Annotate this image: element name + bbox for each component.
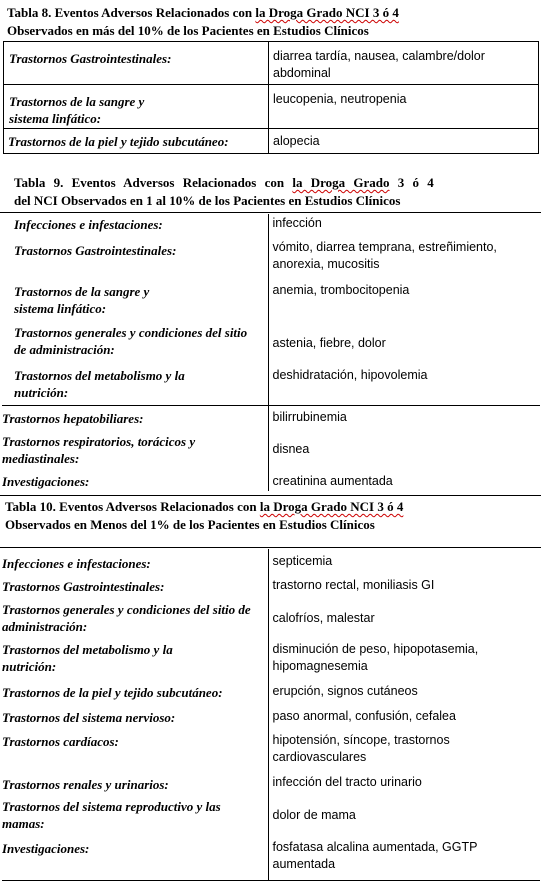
table9-events: infección xyxy=(268,214,540,235)
table-row xyxy=(4,85,539,129)
table-row xyxy=(4,42,539,85)
table10-category: Trastornos del metabolismo y la nutrición: xyxy=(2,642,173,674)
table9-category: Trastornos generales y condiciones del sitio de administración: xyxy=(14,325,248,357)
table9-events: anemia, trombocitopenia xyxy=(268,278,540,322)
table10-category: Infecciones e infestaciones: xyxy=(2,556,151,571)
table-row xyxy=(2,235,540,278)
table9-category: Investigaciones: xyxy=(2,474,90,489)
table-row xyxy=(2,836,540,880)
table-row xyxy=(2,794,540,836)
table-row xyxy=(2,598,540,638)
table8-caption-line1: Tabla 8. Eventos Adversos Relacionados con la Droga Grado NCI 3 ó 4 xyxy=(7,5,399,20)
table8-category: Trastornos Gastrointestinales: xyxy=(4,42,269,85)
table10-top-rule xyxy=(0,547,541,548)
table10-events: trastorno rectal, moniliasis GI xyxy=(268,573,540,598)
table8-events: alopecia xyxy=(269,129,539,154)
table-row xyxy=(2,680,540,705)
table10-events: septicemia xyxy=(268,549,540,573)
table-row xyxy=(2,638,540,680)
table9-top-rule xyxy=(0,212,541,213)
table9-events: vómito, diarrea temprana, estreñimiento, anorexia, mucositis xyxy=(268,235,540,278)
table9-bottom-rule xyxy=(0,495,541,496)
table-row xyxy=(2,469,540,491)
table-row xyxy=(2,705,540,730)
table10-events: infección del tracto urinario xyxy=(268,772,540,794)
table10-events: paso anormal, confusión, cefalea xyxy=(268,705,540,730)
table10-category: Trastornos de la piel y tejido subcutáneo: xyxy=(2,685,223,700)
table-row xyxy=(2,573,540,598)
table-row xyxy=(2,214,540,235)
table-row xyxy=(2,405,540,430)
table-row xyxy=(2,322,540,365)
table8 xyxy=(3,41,539,154)
table10-category: Trastornos generales y condiciones del sitio de administración: xyxy=(2,602,251,634)
table9-caption-line1: Tabla 9. Eventos Adversos Relacionados con la Droga Grado 3 ó 4 xyxy=(14,175,434,190)
table-row xyxy=(2,549,540,573)
table9-category: Trastornos de la sangre y sistema linfático: xyxy=(14,284,150,316)
table8-category: Trastornos de la sangre y sistema linfático: xyxy=(4,85,269,129)
table10-events: disminución de peso, hipopotasemia, hipomagnesemia xyxy=(268,638,540,680)
table8-category: Trastornos de la piel y tejido subcutáneo: xyxy=(4,129,269,154)
table9-events: bilirrubinemia xyxy=(268,405,540,430)
table10-events: dolor de mama xyxy=(268,794,540,836)
table-row xyxy=(2,365,540,405)
table9-events: deshidratación, hipovolemia xyxy=(268,365,540,405)
table-row xyxy=(2,430,540,469)
table10-category: Trastornos Gastrointestinales: xyxy=(2,579,165,594)
table10-category: Trastornos cardíacos: xyxy=(2,734,119,749)
table9-caption-line2: del NCI Observados en 1 al 10% de los Pacientes en Estudios Clínicos xyxy=(14,193,401,208)
table10-category: Trastornos del sistema nervioso: xyxy=(2,710,176,725)
table-row xyxy=(2,772,540,794)
table8-caption-line2: Observados en más del 10% de los Pacientes en Estudios Clínicos xyxy=(7,23,369,38)
table9-category: Trastornos del metabolismo y la nutrición: xyxy=(2,365,268,405)
table10-caption xyxy=(5,498,403,534)
table10-events: calofríos, malestar xyxy=(268,598,540,638)
table9-category: Infecciones e infestaciones: xyxy=(14,217,163,232)
table9-events: disnea xyxy=(268,430,540,469)
table10-events: hipotensión, síncope, trastornos cardiovasculares xyxy=(268,730,540,772)
table9-category: Trastornos respiratorios, torácicos y mediastinales: xyxy=(2,434,196,466)
table10-category: Trastornos del sistema reproductivo y las mamas: xyxy=(2,799,221,831)
table9-caption xyxy=(14,174,434,210)
table9-category: Trastornos Gastrointestinales: xyxy=(14,243,177,258)
table10-caption-line2: Observados en Menos del 1% de los Pacientes en Estudios Clínicos xyxy=(5,517,375,532)
table10-events: fosfatasa alcalina aumentada, GGTP aumentada xyxy=(268,836,540,880)
table10-events: erupción, signos cutáneos xyxy=(268,680,540,705)
table8-caption xyxy=(7,4,399,40)
table10-category: Trastornos renales y urinarios: xyxy=(2,777,169,792)
table9-category: Trastornos hepatobiliares: xyxy=(2,410,144,426)
table-row xyxy=(2,730,540,772)
table9-events: creatinina aumentada xyxy=(268,469,540,491)
table-row xyxy=(4,129,539,154)
table10 xyxy=(2,549,540,881)
table9-events: astenia, fiebre, dolor xyxy=(268,322,540,365)
table10-caption-line1: Tabla 10. Eventos Adversos Relacionados con la Droga Grado NCI 3 ó 4 xyxy=(5,499,404,514)
table9 xyxy=(2,214,540,491)
table8-events: diarrea tardía, nausea, calambre/dolor abdominal xyxy=(269,42,539,85)
table8-events: leucopenia, neutropenia xyxy=(269,85,539,129)
table10-category: Investigaciones: xyxy=(2,836,268,880)
table-row xyxy=(2,278,540,322)
